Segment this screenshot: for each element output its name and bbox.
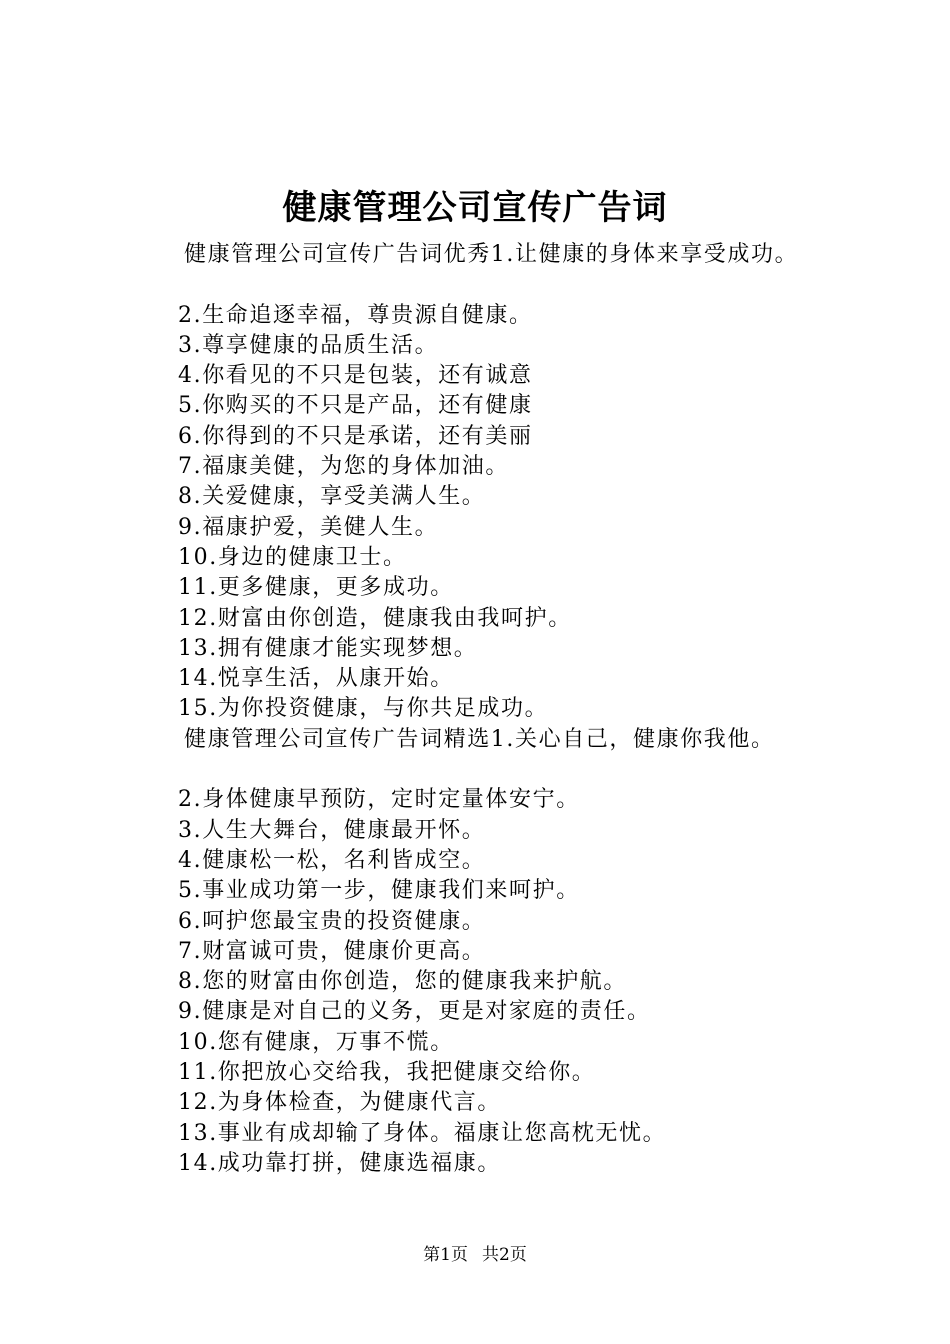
list-item: 12.财富由你创造，健康我由我呵护。 xyxy=(178,605,572,631)
list-item: 8.关爱健康，享受美满人生。 xyxy=(178,484,486,510)
list-item: 5.事业成功第一步，健康我们来呵护。 xyxy=(178,878,580,904)
list-item: 14.悦享生活，从康开始。 xyxy=(178,666,454,692)
list-item: 11.你把放心交给我，我把健康交给你。 xyxy=(178,1060,596,1086)
list-item: 11.更多健康，更多成功。 xyxy=(178,575,454,601)
list-item: 10.身边的健康卫士。 xyxy=(178,544,407,570)
section-heading: 健康管理公司宣传广告词优秀1.让健康的身体来享受成功。 xyxy=(184,242,799,267)
list-item: 2.生命追逐幸福，尊贵源自健康。 xyxy=(178,302,533,328)
list-item: 13.拥有健康才能实现梦想。 xyxy=(178,635,478,661)
blank-line xyxy=(178,270,918,300)
list-item: 9.福康护爱，美健人生。 xyxy=(178,514,439,540)
list-item: 4.你看见的不只是包装，还有诚意 xyxy=(178,363,533,389)
list-item: 3.尊享健康的品质生活。 xyxy=(178,332,439,358)
list-item: 5.你购买的不只是产品，还有健康 xyxy=(178,393,533,419)
blank-line xyxy=(178,755,918,785)
list-item: 7.福康美健，为您的身体加油。 xyxy=(178,454,509,480)
page-footer xyxy=(0,1243,950,1267)
section-heading: 健康管理公司宣传广告词精选1.关心自己，健康你我他。 xyxy=(184,726,775,752)
list-item: 2.身体健康早预防，定时定量体安宁。 xyxy=(178,787,580,813)
list-item: 4.健康松一松，名利皆成空。 xyxy=(178,847,486,873)
list-item: 7.财富诚可贵，健康价更高。 xyxy=(178,938,486,964)
list-item: 6.你得到的不只是承诺，还有美丽 xyxy=(178,423,533,449)
list-item: 8.您的财富由你创造，您的健康我来护航。 xyxy=(178,969,627,995)
document-title: 健康管理公司宣传广告词 xyxy=(282,188,668,228)
list-item: 14.成功靠打拼，健康选福康。 xyxy=(178,1150,501,1176)
list-item: 6.呵护您最宝贵的投资健康。 xyxy=(178,908,486,934)
list-item: 3.人生大舞台，健康最开怀。 xyxy=(178,817,486,843)
page-number-current: 第1页 xyxy=(423,1245,468,1265)
list-item: 15.为你投资健康，与你共足成功。 xyxy=(178,696,549,722)
list-item: 10.您有健康，万事不慌。 xyxy=(178,1029,454,1055)
document-body xyxy=(178,240,918,1179)
list-item: 9.健康是对自己的义务，更是对家庭的责任。 xyxy=(178,999,651,1025)
list-item: 12.为身体检查，为健康代言。 xyxy=(178,1090,501,1116)
list-item: 13.事业有成却输了身体。福康让您高枕无忧。 xyxy=(178,1120,667,1146)
page-number-total: 共2页 xyxy=(482,1245,527,1265)
